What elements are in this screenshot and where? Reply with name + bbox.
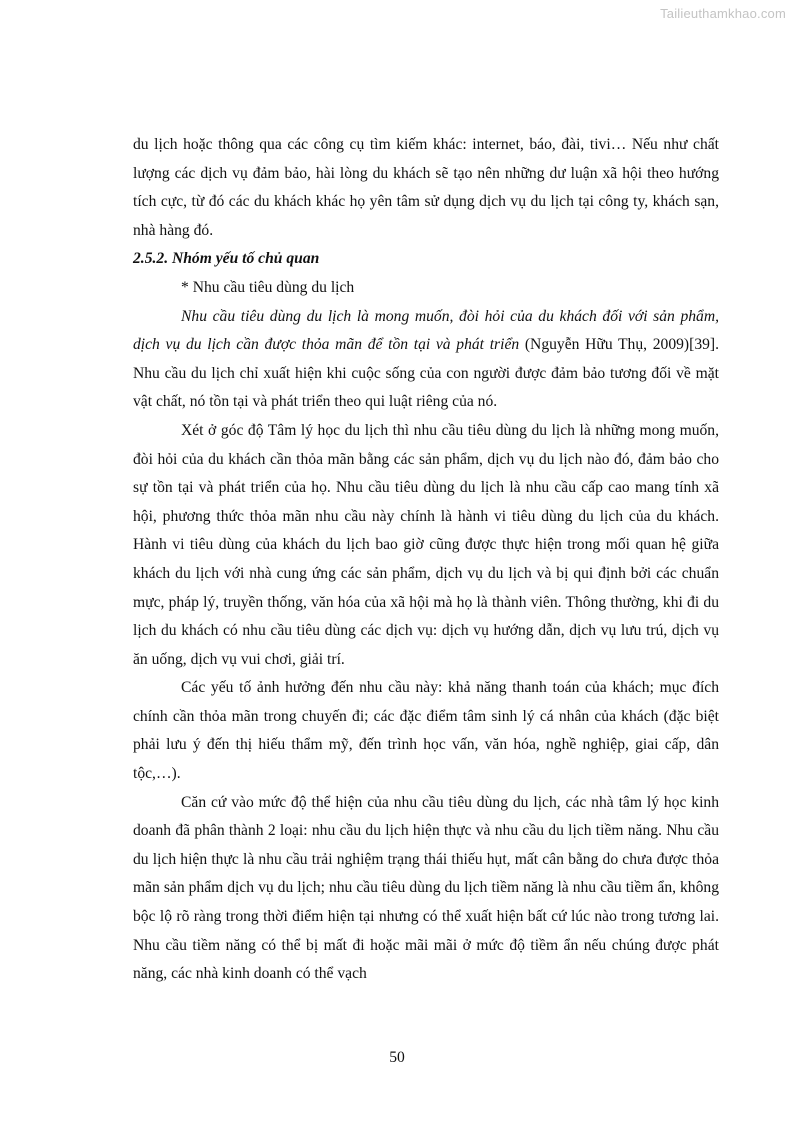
paragraph-classification: Căn cứ vào mức độ thể hiện của nhu cầu tiêu dùng du lịch, các nhà tâm lý học kinh doanh đã phân thành 2 loại: nhu cầu du lịch hiện thực và nhu cầu du lịch tiềm năng. Nhu cầu du lịch hiện thực là nhu cầu trải nghiệm trạng thái thiếu hụt, mất cân bằng do chưa được thỏa mãn sản phẩm dịch vụ du lịch; nhu cầu tiêu dùng du lịch tiềm năng là nhu cầu tiềm ẩn, không bộc lộ rõ ràng trong thời điểm hiện tại nhưng có thể xuất hiện bất cứ lúc nào trong tương lai. Nhu cầu tiềm năng có thể bị mất đi hoặc mãi mãi ở mức độ tiềm ẩn nếu chúng được phát năng, các nhà kinh doanh có thể vạch <box>133 793 719 983</box>
paragraph-definition <box>133 303 719 417</box>
paragraph-intro: du lịch hoặc thông qua các công cụ tìm kiếm khác: internet, báo, đài, tivi… Nếu như chất lượng các dịch vụ đảm bảo, hài lòng du khách sẽ tạo nên những dư luận xã hội theo hướng tích cực, từ đó các du khách khác họ yên tâm sử dụng dịch vụ du lịch tại công ty, khách sạn, nhà hàng đó. <box>133 136 719 239</box>
paragraph-factors: Các yếu tố ảnh hưởng đến nhu cầu này: khả năng thanh toán của khách; mục đích chính cần thỏa mãn trong chuyến đi; các đặc điểm tâm sinh lý cá nhân của khách (đặc biệt phải lưu ý đến thị hiếu thẩm mỹ, đến trình học vấn, văn hóa, nghề nghiệp, giai cấp, dân tộc,…). <box>133 679 719 783</box>
definition-italic: Nhu cầu tiêu dùng du lịch là mong muốn, đòi hỏi của du khách đối với sản phẩm, dịch vụ du lịch cần được thỏa mãn để tồn tại và phát triển <box>133 307 719 354</box>
definition-citation: (Nguyễn Hữu Thụ, 2009)[39]. Nhu cầu du lịch chỉ xuất hiện khi cuộc sống của con người được đảm bảo tương đối về mặt vật chất, nó tồn tại và phát triển theo qui luật riêng của nó. <box>133 336 720 411</box>
page-number: 50 <box>389 1049 405 1066</box>
page-body <box>133 131 719 989</box>
subheading: * Nhu cầu tiêu dùng du lịch <box>181 278 355 296</box>
section-heading: 2.5.2. Nhóm yếu tố chủ quan <box>133 250 320 268</box>
paragraph-psychology: Xét ở góc độ Tâm lý học du lịch thì nhu cầu tiêu dùng du lịch là những mong muốn, đòi hỏi của du khách cần thỏa mãn bằng các sản phẩm, dịch vụ du lịch nào đó, đảm bảo cho sự tồn tại và phát triển của họ. Nhu cầu tiêu dùng du lịch là nhu cầu cấp cao mang tính xã hội, phương thức thỏa mãn nhu cầu này chính là hành vi tiêu dùng du lịch của du khách. Hành vi tiêu dùng của khách du lịch bao giờ cũng được thực hiện trong mối quan hệ giữa khách du lịch với nhà cung ứng các sản phẩm, dịch vụ du lịch và bị qui định bởi các chuẩn mực, pháp lý, truyền thống, văn hóa của xã hội mà họ là thành viên. Thông thường, khi đi du lịch du khách có nhu cầu tiêu dùng các dịch vụ: dịch vụ hướng dẫn, dịch vụ lưu trú, dịch vụ ăn uống, dịch vụ vui chơi, giải trí. <box>133 421 719 668</box>
watermark: Tailieuthamkhao.com <box>660 6 786 21</box>
